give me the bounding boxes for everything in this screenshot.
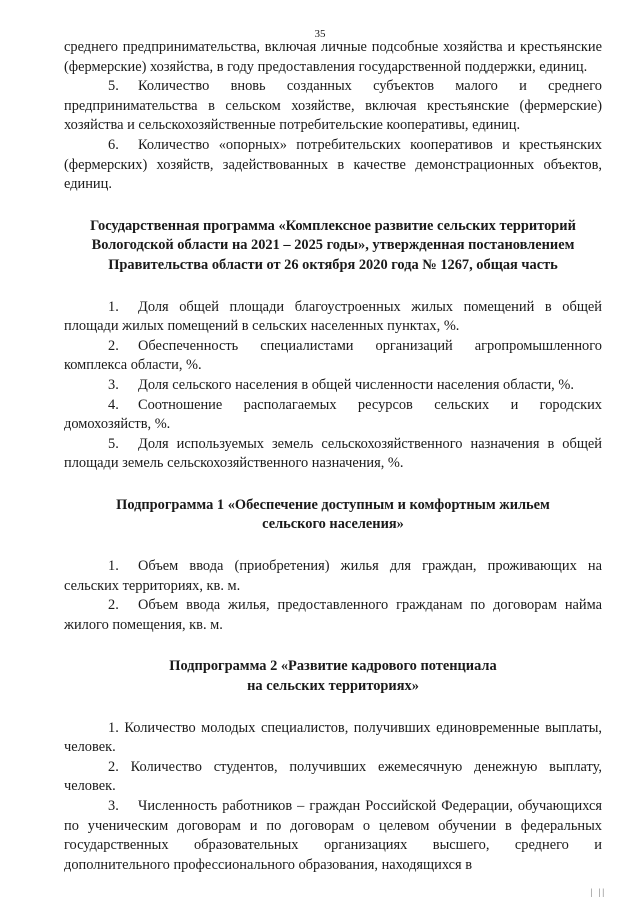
list-item: [64, 136, 602, 195]
list-item: [64, 298, 602, 337]
section-heading-program: Государственная программа «Комплексное развитие сельских территорий Вологодской области на 2021 – 2025 годы», утвержденная постановлением Правительства области от 26 октября 2020 года № 1267, общая часть: [90, 217, 576, 273]
list-item-number: 2.: [108, 597, 119, 614]
list-item-number: 5.: [108, 435, 119, 452]
list-item: [64, 596, 602, 635]
list-item-number: 2.: [108, 758, 119, 775]
list-item-text: Количество «опорных» потребительских кооперативов и крестьянских (фермерских) хозяйств, задействованных в качестве демонстрационных объектов, единиц.: [64, 136, 602, 193]
list-item: [64, 77, 602, 136]
page-number: 35: [314, 28, 326, 40]
list-item: [64, 337, 602, 376]
list-item-number: 1.: [108, 298, 119, 315]
list-item-text: Доля сельского населения в общей численности населения области, %.: [138, 376, 574, 393]
list-item-text: Обеспеченность специалистами организаций агропромышленного комплекса области, %.: [64, 337, 602, 374]
heading-line: на сельских территориях»: [247, 678, 419, 695]
list-item-text: Доля используемых земель сельскохозяйственного назначения в общей площади земель сельскохозяйственного назначения, %.: [64, 435, 602, 472]
list-item: [64, 758, 602, 797]
list-item-number: 6.: [108, 136, 119, 153]
section-heading-subprogram-2: [64, 657, 602, 696]
list-item-text: Объем ввода жилья, предоставленного гражданам по договорам найма жилого помещения, кв. м.: [64, 597, 602, 633]
list-item: [64, 376, 602, 396]
list-item-number: 1.: [108, 558, 119, 575]
list-item-text: Численность работников – граждан Российской Федерации, обучающихся по ученическим договорам и по договорам о целевом обучении в федеральных государственных образовательных организациях высшего, среднего и дополнительного профессионального образования, находящихся в: [64, 798, 602, 873]
heading-line: Подпрограмма 2 «Развитие кадрового потенциала: [169, 658, 497, 675]
list-item-number: 4.: [108, 396, 119, 413]
list-item: [64, 557, 602, 596]
paragraph-continuation: среднего предпринимательства, включая личные подсобные хозяйства и крестьянские (фермерские) хозяйства, в году предоставления государственной поддержки, единиц.: [64, 39, 602, 75]
list-item-text: Соотношение располагаемых ресурсов сельских и городских домохозяйств, %.: [64, 396, 602, 433]
list-item-text: Количество вновь созданных субъектов малого и среднего предпринимательства в сельском хозяйстве, включая крестьянские (фермерские) хозяйства и сельскохозяйственные потребительские кооперативы, единиц.: [64, 78, 602, 134]
list-item-number: 3.: [108, 798, 119, 814]
list-item-number: 3.: [108, 376, 119, 393]
list-item-text: Доля общей площади благоустроенных жилых помещений в общей площади жилых помещений в сельских населенных пунктах, %.: [64, 298, 602, 335]
list-item-text: Количество студентов, получивших ежемесячную денежную выплату, человек.: [64, 758, 602, 795]
list-item-number: 1.: [108, 719, 119, 736]
list-item: [64, 797, 602, 875]
list-item: [64, 719, 602, 758]
list-item-text: Объем ввода (приобретения) жилья для граждан, проживающих на сельских территориях, кв. м.: [64, 558, 602, 594]
list-item: [64, 435, 602, 474]
list-item-text: Количество молодых специалистов, получивших единовременные выплаты, человек.: [64, 719, 602, 756]
page-content: [64, 38, 602, 875]
list-item-number: 2.: [108, 337, 119, 354]
list-item-number: 5.: [108, 78, 119, 95]
scan-footer-mark: | ||: [590, 887, 606, 897]
list-item: [64, 396, 602, 435]
section-heading-subprogram-1: Подпрограмма 1 «Обеспечение доступным и комфортным жильем сельского населения»: [116, 496, 550, 533]
